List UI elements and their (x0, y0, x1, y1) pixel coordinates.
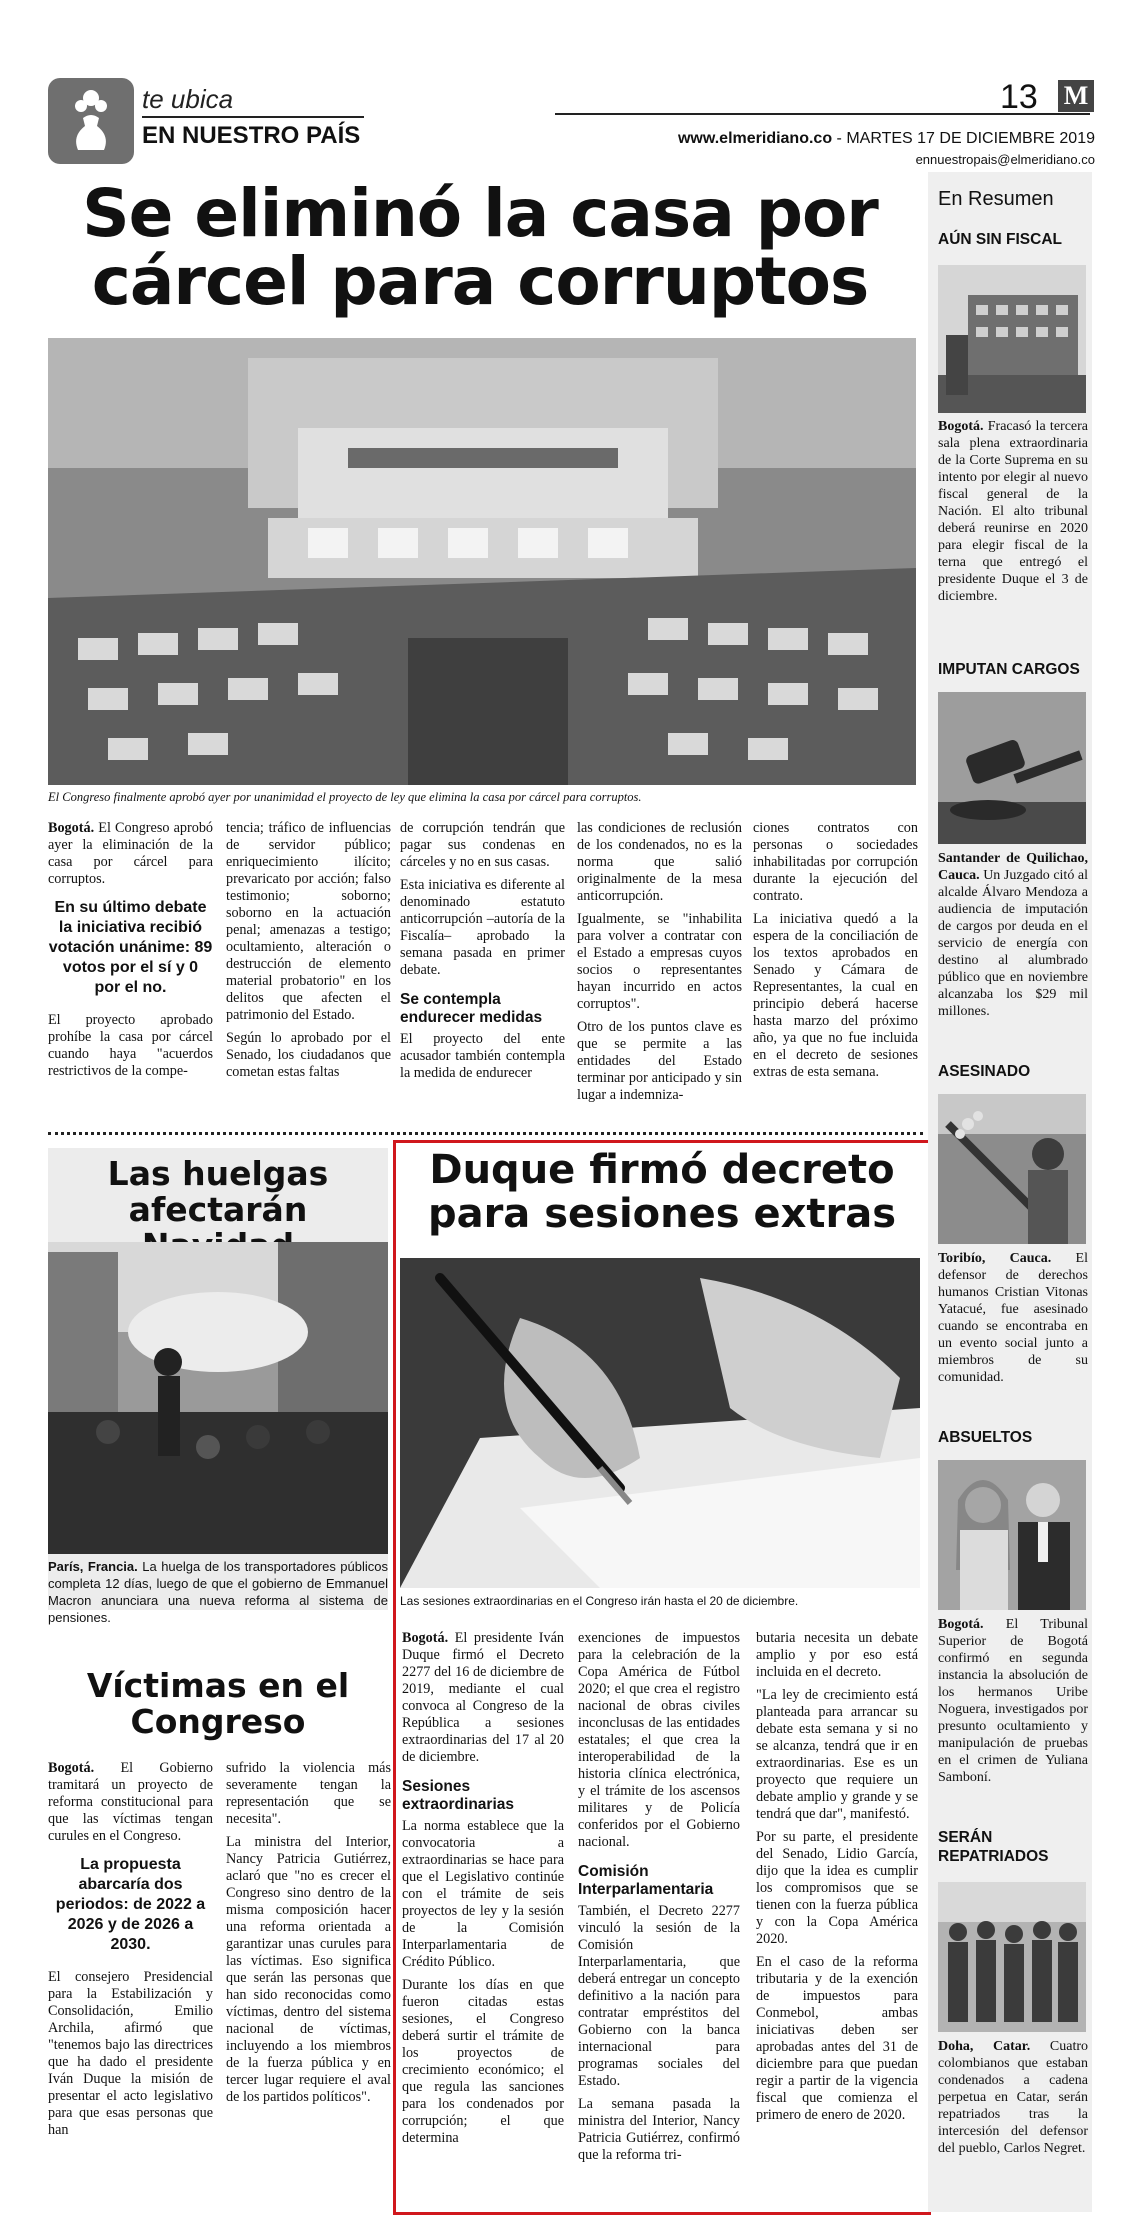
victims-headline: Víctimas en el Congreso (86, 1666, 350, 1741)
protest-street-photo (48, 1242, 388, 1554)
lead-column-3 (400, 820, 565, 1088)
sidebar-dateline: Bogotá. (938, 1617, 984, 1632)
paragraph: Por su parte, el presidente del Senado, Lidio García, dijo que la idea es cumplir los compromisos que se tienen con la fuerza pública y con la Copa América 2020. (756, 1829, 918, 1947)
sidebar-item-heading: ASESINADO (938, 1063, 1031, 1080)
dateline-city: Bogotá. (48, 820, 95, 836)
subheading: Comisión Interparlamentaria (578, 1863, 714, 1898)
sidebar-item-text (938, 1616, 1088, 1786)
kicker-rule (142, 116, 364, 118)
hand-signing-document-photo (400, 1258, 920, 1588)
sidebar-body: Un Juzgado citó al alcalde Álvaro Mendoza a audiencia de imputación de cargos por deuda en el servicio de energía con destino al alumbrado público que en noviembre alcanzaba los $29 mil millones. (938, 868, 1088, 1019)
paragraph: El proyecto aprobado prohíbe la casa por cárcel cuando haya "acuerdos restrictivos de la compe- (48, 1012, 213, 1079)
dateline-city: Bogotá. (402, 1630, 449, 1646)
paragraph: de corrupción tendrán que pagar sus condenas en cárceles y no en sus casas. (400, 820, 565, 870)
paragraph: butaria necesita un debate amplio y por eso está incluida en el decreto. (756, 1630, 918, 1680)
sidebar-item-text (938, 2038, 1088, 2157)
lead-column-1 (48, 820, 213, 1086)
paragraph: Durante los días en que fueron citadas estas sesiones, el Congreso deberá surtir el trámite de los proyectos de crecimiento económico; el que regula las sanciones para los condenados por corrupción; el que determina (402, 1977, 564, 2146)
brand-logo: M (1058, 80, 1094, 112)
decree-headline: Duque firmó decreto para sesiones extras (427, 1147, 897, 1237)
section-kicker: te ubica (142, 84, 234, 114)
paragraph: También, el Decreto 2277 vinculó la sesión de la Comisión Interparlamentaria, que deberá entregar un concepto definitivo a la nación para contratar empréstitos del Gobierno con la banca internacional para programas sociales del Estado. (578, 1903, 740, 2089)
sidebar-body: Cuatro colombianos que estaban condenados a cadena perpetua en Catar, serán repatriados tras la intercesión del defensor del pueblo, Carlos Negret. (938, 2039, 1088, 2156)
sidebar-dateline: Doha, Catar. (938, 2039, 1031, 2054)
paragraph: La ministra del Interior, Nancy Patricia Gutiérrez, aclaró que "no es crecer el Congreso sino dentro de la misma composición hacer una reforma orientada a garantizar unas curules para las víctimas. Eso significa que serán las personas que han sido reconocidas como víctimas, dentro del sistema nacional de víctimas, incluyendo a los miembros de la fuerza pública y en tercer lugar requiere el aval de los partidos políticos". (226, 1834, 391, 2105)
paragraph: La norma establece que la convocatoria a extraordinarias se hace para que el Legislativo continúe con el trámite de seis proyectos de ley y la sesión de la Comisión Interparlamentaria de Crédito Público. (402, 1818, 564, 1970)
sidebar-item-heading: ABSUELTOS (938, 1429, 1033, 1446)
caption-dateline: París, Francia. (48, 1559, 138, 1574)
sidebar-dateline: Toribío, Cauca. (938, 1251, 1052, 1266)
paragraph: La iniciativa quedó a la espera de la conciliación de los textos aprobados en Senado y Cámara de Representantes, la cual en principio deberá hacerse hasta marzo del próximo año, ya que no fue incluida en el decreto de sesiones extras de esta semana. (753, 911, 918, 1080)
paragraph: Según lo aprobado por el Senado, los ciudadanos que cometan estas faltas (226, 1030, 391, 1080)
pull-quote: La propuesta abarcaría dos periodos: de 2022 a 2026 y de 2026 a 2030. (55, 1856, 206, 1953)
sidebar-body: Fracasó la tercera sala plena extraordinaria de la Corte Suprema en su intento por elegir al nuevo fiscal general de la Nación. El alto tribunal deberá reunirse en 2020 para elegir fiscal de la terna que entregó el presidente Duque el 3 de diciembre. (938, 419, 1088, 604)
sidebar-item-heading: SERÁN REPATRIADOS (938, 1829, 1049, 1865)
paragraph: sufrido la violencia más severamente tengan la representación que se necesita". (226, 1760, 391, 1827)
paragraph: Otro de los puntos clave es que se permite a las entidades del Estado terminar por anticipado y sin lugar a indemniza- (577, 1019, 742, 1103)
gavel-photo (938, 692, 1086, 844)
sidebar-dateline: Bogotá. (938, 419, 984, 434)
paragraph: La semana pasada la ministra del Interior, Nancy Patricia Gutiérrez, confirmó que la reforma tri- (578, 2096, 740, 2163)
subheading: Sesiones extraordinarias (402, 1778, 514, 1813)
paragraph: Esta iniciativa es diferente al denominado estatuto anticorrupción –autoría de la Fiscalía– aprobado la semana pasada en primer debate. (400, 877, 565, 978)
strikes-headline: Las huelgas afectarán (107, 1154, 329, 1229)
paragraph: En el caso de la reforma tributaria y de la exención de impuestos para Conmebol, ambas iniciativas deben ser aprobadas antes del 31 de diciembre para que puedan regir a partir de la vigencia fiscal que comienza el primero de enero de 2020. (756, 1954, 918, 2123)
sidebar-item-heading: IMPUTAN CARGOS (938, 661, 1080, 678)
victims-column-2 (226, 1760, 391, 2112)
victims-column-1 (48, 1760, 213, 2145)
website-link[interactable]: www.elmeridiano.co (677, 130, 833, 147)
sidebar-item-text (938, 1250, 1088, 1386)
sidebar-title: En Resumen (938, 188, 1054, 210)
paragraph: El presidente Iván Duque firmó el Decreto 2277 del 16 de diciembre de 2019, mediante el cual convoca al Congreso de la República a sesiones extraordinarias del 17 al 20 de diciembre. (402, 1630, 564, 1765)
congress-chamber-photo (48, 338, 916, 785)
paragraph: exenciones de impuestos para la celebración de la Copa América de Fútbol 2020; el que crea el registro nacional de obras civiles inconclusas de las entidades estatales; el que crea la interoperabilidad de la historia clínica electrónica, y el trámite de los ascensos militares y de Policía conferidos por el Gobierno nacional. (578, 1630, 740, 1850)
vase-icon (48, 78, 134, 164)
paragraph: ciones contratos con personas o sociedades inhabilitadas por corrupción durante la ejecución del contrato. (753, 820, 918, 904)
decree-column-2 (578, 1630, 740, 2170)
paragraph: las condiciones de reclusión de los condenados, no es la norma que salió originalmente de la mesa anticorrupción. (577, 820, 742, 904)
indigenous-staff-photo (938, 1094, 1086, 1244)
paragraph: El proyecto del ente acusador también contempla la medida de endurecer (400, 1031, 565, 1081)
lead-column-5 (753, 820, 918, 1087)
building-photo (938, 265, 1086, 413)
pull-quote: En su último debate la iniciativa recibió votación unánime: 89 votos por el sí y 0 por el no. (48, 899, 213, 996)
sidebar-body: El Tribunal Superior de Bogotá confirmó en segunda instancia la absolución de los hermanos Uribe Noguera, investigados por presunto ocultamiento y manipulación de pruebas en el crimen de Yuliana Samboní. (938, 1617, 1088, 1785)
decree-column-1 (402, 1630, 564, 2153)
decree-column-3 (756, 1630, 918, 2130)
section-email[interactable]: ennuestropais@elmeridiano.co (915, 152, 1095, 167)
paragraph: Igualmente, se "inhabilita para volver a contratar con el Estado a empresas cuyos socios o representantes hayan incurrido en actos corruptos". (577, 911, 742, 1012)
sidebar-body: El defensor de derechos humanos Cristian Vitonas Yatacué, fue asesinado cuando se encontraba en un evento social junto a miembros de su comunidad. (938, 1251, 1088, 1385)
section-logo (48, 78, 134, 164)
lead-photo-caption: El Congreso finalmente aprobó ayer por unanimidad el proyecto de ley que elimina la casa por cárcel para corruptos. (48, 790, 642, 804)
paragraph: El Gobierno tramitará un proyecto de reforma constitucional para que las víctimas tengan curules en el Congreso. (48, 1760, 213, 1844)
sidebar-item-text (938, 850, 1088, 1020)
dateline-city: Bogotá. (48, 1760, 95, 1776)
sidebar-item-heading: AÚN SIN FISCAL (938, 231, 1062, 248)
dateline (600, 130, 1095, 148)
decree-photo-caption: Las sesiones extraordinarias en el Congreso irán hasta el 20 de diciembre. (400, 1594, 799, 1608)
strikes-photo-caption (48, 1558, 388, 1626)
lead-column-4 (577, 820, 742, 1110)
sidebar-item-text (938, 418, 1088, 605)
group-photo (938, 1882, 1086, 2032)
paragraph: "La ley de crecimiento está planteada para arrancar su debate esta semana y si no se alcanza, tendrá que ir en extraordinarias. Ese es un proyecto que requiere un debate amplio y grande y se tendrá que dar", manifestó. (756, 1687, 918, 1822)
section-divider (48, 1132, 923, 1135)
page-number: 13 (1000, 78, 1038, 116)
brothers-photo (938, 1460, 1086, 1610)
subheading: Se contempla endurecer medidas (400, 991, 543, 1026)
sidebar-dateline: Santander de Quilichao, Cauca. (938, 851, 1088, 883)
lead-headline: Se eliminó la casa por cárcel para corruptos (82, 175, 878, 320)
caption-text: La huelga de los transportadores públicos completa 12 días, luego de que el gobierno de Emmanuel Macron anunciara una nueva reforma al sistema de pensiones. (48, 1559, 388, 1625)
paragraph: El consejero Presidencial para la Estabilización y Consolidación, Emilio Archila, afirmó que "tenemos bajo las directrices que ha dado el presidente Iván Duque la misión de presentar el acto legislativo para que esas personas que han (48, 1969, 213, 2138)
section-name: EN NUESTRO PAÍS (142, 122, 361, 149)
paragraph: tencia; tráfico de influencias de servidor público; enriquecimiento ilícito; prevaricato por acción; falso testimonio; soborno; soborno en la actuación penal; amenazas a testigo; ocultamiento, alteración o destrucción de elemento material probatorio" en los delitos que afecten el patrimonio del Estado. (226, 820, 391, 1023)
lead-column-2 (226, 820, 391, 1087)
issue-date: - MARTES 17 DE DICIEMBRE 2019 (832, 130, 1095, 147)
paragraph: El Congreso aprobó ayer la eliminación de la casa por cárcel para corruptos. (48, 820, 214, 887)
